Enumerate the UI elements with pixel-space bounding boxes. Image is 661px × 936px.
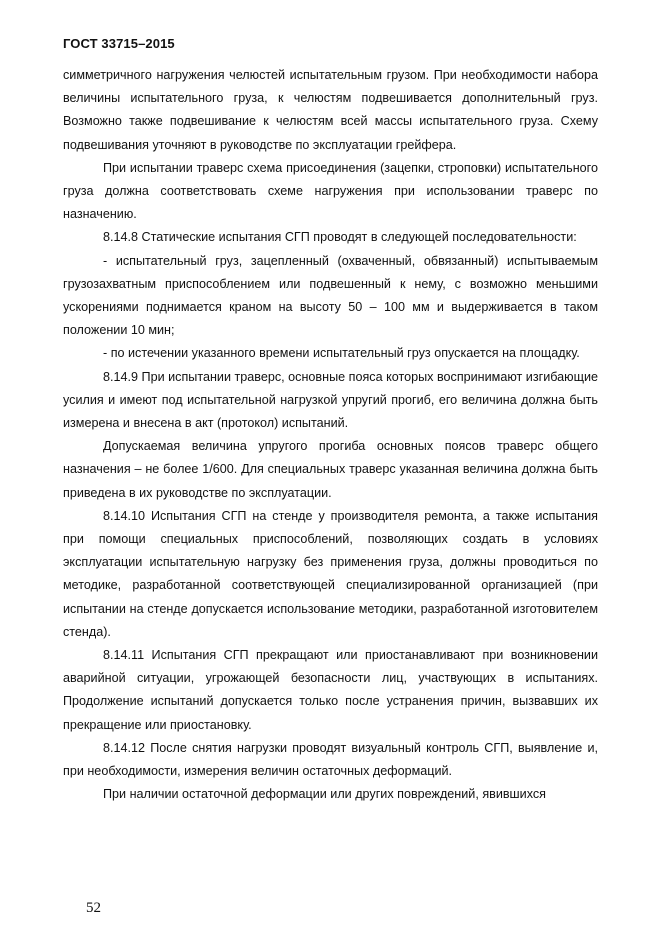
document-body	[63, 64, 598, 807]
paragraph: При испытании траверс схема присоединения (зацепки, строповки) испытательного груза должна соответствовать схеме нагружения при использовании траверс по назначению.	[63, 160, 598, 222]
paragraph: 8.14.9 При испытании траверс, основные пояса которых воспринимают изгибающие усилия и имеют под испытательной нагрузкой упругий прогиб, его величина должна быть измерена и внесена в акт (протокол) испытаний.	[63, 369, 598, 431]
list-item: - по истечении указанного времени испытательный груз опускается на площадку.	[103, 346, 580, 361]
paragraph: 8.14.8 Статические испытания СГП проводят в следующей последовательности:	[103, 230, 577, 245]
list-item: - испытательный груз, зацепленный (охваченный, обвязанный) испытываемым грузозахватным приспособлением или подвешенный к нему, с возможно меньшими ускорениями поднимается краном на высоту 50 – 100 мм и выдерживается в таком положении 10 мин;	[63, 253, 598, 338]
document-header: ГОСТ 33715–2015	[63, 36, 175, 51]
paragraph: 8.14.11 Испытания СГП прекращают или приостанавливают при возникновении аварийной ситуации, угрожающей безопасности лиц, участвующих в испытаниях. Продолжение испытаний допускается только после устранения причин, вызвавших их прекращение или приостановку.	[63, 648, 598, 732]
page-number: 52	[86, 900, 101, 916]
paragraph: симметричного нагружения челюстей испытательным грузом. При необходимости набора величины испытательного груза, к челюстям подвешивается дополнительный груз. Возможно также подвешивание к челюстям всей массы испытательного груза. Схему подвешивания уточняют в руководстве по эксплуатации грейфера.	[63, 68, 598, 152]
paragraph: При наличии остаточной деформации или других повреждений, явившихся	[103, 787, 546, 802]
paragraph: 8.14.10 Испытания СГП на стенде у производителя ремонта, а также испытания при помощи специальных приспособлений, позволяющих создать в условиях эксплуатации испытательную нагрузку без применения груза, должны проводиться по методике, разработанной соответствующей специализированной организацией (при испытании на стенде допускается использование методики, разработанной изготовителем стенда).	[63, 508, 598, 639]
paragraph: 8.14.12 После снятия нагрузки проводят визуальный контроль СГП, выявление и, при необходимости, измерения величин остаточных деформаций.	[63, 740, 598, 779]
paragraph: Допускаемая величина упругого прогиба основных поясов траверс общего назначения – не более 1/600. Для специальных траверс указанная величина должна быть приведена в их руководстве по эксплуатации.	[63, 439, 598, 500]
